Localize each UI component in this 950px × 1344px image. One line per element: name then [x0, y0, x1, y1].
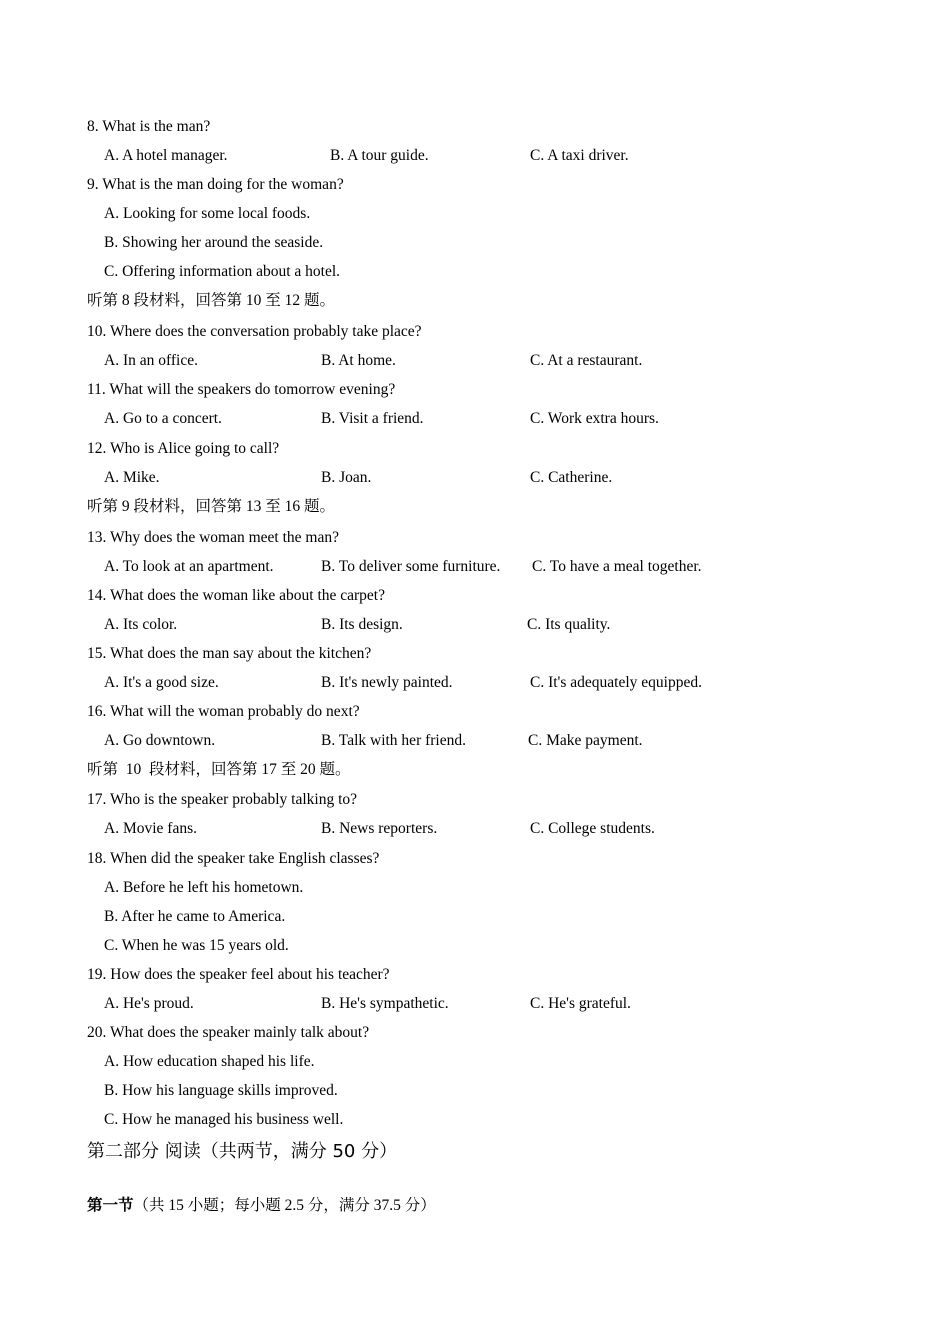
question-12	[0, 439, 950, 468]
option-a: A. He's proud.	[104, 995, 194, 1012]
option-c: C. Work extra hours.	[530, 410, 659, 427]
option-c: C. He's grateful.	[530, 995, 631, 1012]
option-a: A. How education shaped his life.	[104, 1053, 315, 1070]
section-one-title: 第一节	[87, 1196, 134, 1214]
part-two-heading: 第二部分 阅读（共两节，满分 50 分）	[87, 1141, 398, 1162]
question-text: 20. What does the speaker mainly talk about?	[87, 1024, 370, 1041]
options-row	[0, 146, 950, 175]
question-text: 12. Who is Alice going to call?	[87, 440, 280, 457]
option-b: B. At home.	[321, 352, 396, 369]
option-b: B. After he came to America.	[104, 908, 286, 925]
option-c: C. Offering information about a hotel.	[104, 263, 341, 280]
option-b: B. How his language skills improved.	[104, 1082, 338, 1099]
question-text: 18. When did the speaker take English classes?	[87, 850, 380, 867]
option-row	[0, 204, 950, 233]
options-row	[0, 994, 950, 1023]
option-a: A. To look at an apartment.	[104, 558, 274, 575]
section-10-instruction: 听第 10 段材料，回答第 17 至 20 题。	[87, 761, 351, 778]
option-c: C. Catherine.	[530, 469, 613, 486]
section-instruction	[0, 760, 950, 789]
question-15	[0, 644, 950, 673]
question-text: 17. Who is the speaker probably talking to?	[87, 791, 358, 808]
option-a: A. Before he left his hometown.	[104, 879, 304, 896]
options-row	[0, 731, 950, 760]
option-a: A. A hotel manager.	[104, 147, 228, 164]
option-row	[0, 233, 950, 262]
option-a: A. Movie fans.	[104, 820, 197, 837]
option-row	[0, 1110, 950, 1139]
option-a: A. Looking for some local foods.	[104, 205, 311, 222]
option-a: A. Its color.	[104, 616, 178, 633]
question-text: 9. What is the man doing for the woman?	[87, 176, 344, 193]
option-c: C. How he managed his business well.	[104, 1111, 344, 1128]
option-row	[0, 1052, 950, 1081]
options-row	[0, 819, 950, 848]
option-c: C. College students.	[530, 820, 655, 837]
question-18	[0, 849, 950, 878]
question-19	[0, 965, 950, 994]
option-a: A. Mike.	[104, 469, 160, 486]
option-a: A. Go downtown.	[104, 732, 216, 749]
question-9	[0, 175, 950, 204]
option-b: B. He's sympathetic.	[321, 995, 449, 1012]
question-text: 11. What will the speakers do tomorrow evening?	[87, 381, 396, 398]
options-row	[0, 673, 950, 702]
option-c: C. Its quality.	[527, 616, 611, 633]
option-c: C. Make payment.	[528, 732, 643, 749]
option-row	[0, 262, 950, 291]
option-row	[0, 1081, 950, 1110]
option-b: B. Showing her around the seaside.	[104, 234, 324, 251]
question-text: 19. How does the speaker feel about his teacher?	[87, 966, 390, 983]
section-instruction	[0, 497, 950, 526]
option-c: C. At a restaurant.	[530, 352, 643, 369]
option-a: A. It's a good size.	[104, 674, 219, 691]
option-c: C. When he was 15 years old.	[104, 937, 289, 954]
section-9-instruction: 听第 9 段材料，回答第 13 至 16 题。	[87, 498, 336, 515]
option-b: B. To deliver some furniture.	[321, 558, 501, 575]
question-11	[0, 380, 950, 409]
option-row	[0, 878, 950, 907]
option-b: B. Talk with her friend.	[321, 732, 466, 749]
question-text: 10. Where does the conversation probably take place?	[87, 323, 422, 340]
question-16	[0, 702, 950, 731]
options-row	[0, 409, 950, 438]
question-8	[0, 117, 950, 146]
question-text: 15. What does the man say about the kitchen?	[87, 645, 372, 662]
section-one-heading	[87, 1193, 436, 1215]
option-a: A. In an office.	[104, 352, 198, 369]
option-b: B. It's newly painted.	[321, 674, 453, 691]
option-a: A. Go to a concert.	[104, 410, 222, 427]
option-row	[0, 936, 950, 965]
question-10	[0, 322, 950, 351]
options-row	[0, 557, 950, 586]
options-row	[0, 351, 950, 380]
options-row	[0, 468, 950, 497]
options-row	[0, 615, 950, 644]
option-b: B. News reporters.	[321, 820, 438, 837]
option-b: B. Its design.	[321, 616, 403, 633]
option-row	[0, 907, 950, 936]
option-c: C. To have a meal together.	[532, 558, 702, 575]
option-b: B. Visit a friend.	[321, 410, 424, 427]
question-text: 16. What will the woman probably do next?	[87, 703, 360, 720]
question-text: 8. What is the man?	[87, 118, 211, 135]
option-b: B. A tour guide.	[330, 147, 429, 164]
option-c: C. It's adequately equipped.	[530, 674, 702, 691]
question-14	[0, 586, 950, 615]
question-text: 14. What does the woman like about the carpet?	[87, 587, 385, 604]
question-17	[0, 790, 950, 819]
question-13	[0, 528, 950, 557]
option-b: B. Joan.	[321, 469, 372, 486]
section-instruction	[0, 291, 950, 320]
option-c: C. A taxi driver.	[530, 147, 629, 164]
question-20	[0, 1023, 950, 1052]
question-text: 13. Why does the woman meet the man?	[87, 529, 339, 546]
section-one-note: （共 15 小题；每小题 2.5 分，满分 37.5 分）	[133, 1197, 436, 1214]
section-8-instruction: 听第 8 段材料，回答第 10 至 12 题。	[87, 292, 336, 309]
